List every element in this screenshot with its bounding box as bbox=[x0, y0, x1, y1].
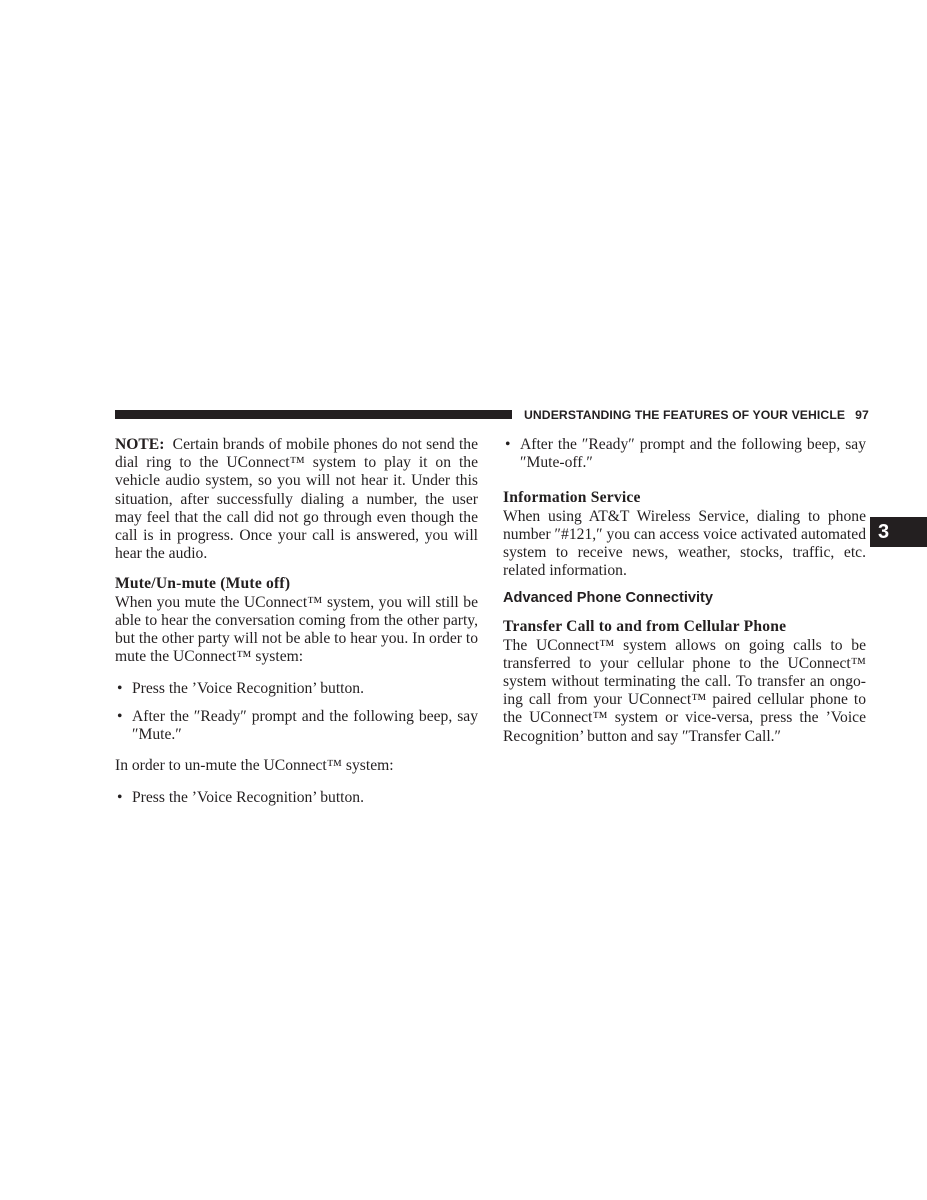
list-item bbox=[115, 708, 478, 744]
note-paragraph bbox=[115, 436, 478, 563]
transfer-paragraph: The UConnect™ system allows on going calls to be transferred to your cellular phone to the UConnect™ system without terminating the call. To transfer an ongo-ing call from your UConnect™ paired cellular phone to the UConnect™ system or vice-versa, press the ’Voice Recognition’ button and say ″Transfer Call.″ bbox=[503, 636, 866, 745]
mute-paragraph: When you mute the UConnect™ system, you will still be able to hear the conversation coming from the other party, but the other party will not be able to hear you. In order to mute the UConnect™ system: bbox=[115, 593, 478, 666]
bullet-icon: • bbox=[505, 436, 511, 453]
list-item bbox=[115, 789, 478, 807]
header-rule bbox=[115, 410, 512, 419]
section-heading: Advanced Phone Connectivity bbox=[503, 590, 714, 607]
list-item-text: After the ″Ready″ prompt and the following beep, say ″Mute-off.″ bbox=[520, 436, 866, 472]
list-item bbox=[503, 436, 866, 472]
note-text: Certain brands of mobile phones do not send the dial ring to the UConnect™ system to play it on the vehicle audio system, so you will not hear it. Under this situation, after successfully dialing a number, the user may feel that the call did not go through even though the call is in progress. Once your call is answered, you will hear the audio. bbox=[115, 436, 478, 563]
page-number: 97 bbox=[855, 408, 869, 422]
running-header bbox=[524, 407, 869, 423]
note-label: NOTE: bbox=[115, 436, 165, 453]
transfer-heading: Transfer Call to and from Cellular Phone bbox=[503, 618, 787, 636]
left-column bbox=[115, 436, 478, 816]
list-item-text: Press the ’Voice Recognition’ button. bbox=[132, 789, 364, 807]
info-heading: Information Service bbox=[503, 489, 641, 507]
list-item-text: Press the ’Voice Recognition’ button. bbox=[132, 680, 364, 698]
bullet-icon: • bbox=[117, 707, 123, 725]
mute-heading: Mute/Un-mute (Mute off) bbox=[115, 575, 291, 593]
right-column bbox=[503, 436, 866, 755]
chapter-tab: 3 bbox=[870, 517, 927, 547]
info-paragraph: When using AT&T Wireless Service, dialing to phone number ″#121,″ you can access voice activated automated system to receive news, weather, stocks, traffic, etc. related information. bbox=[503, 507, 866, 580]
bullet-icon: • bbox=[117, 789, 123, 807]
unmute-paragraph: In order to un-mute the UConnect™ system: bbox=[115, 757, 394, 775]
list-item-text: After the ″Ready″ prompt and the following beep, say ″Mute.″ bbox=[132, 707, 478, 743]
list-item bbox=[115, 680, 478, 698]
bullet-icon: • bbox=[117, 680, 123, 698]
header-title: UNDERSTANDING THE FEATURES OF YOUR VEHICLE bbox=[524, 408, 846, 422]
